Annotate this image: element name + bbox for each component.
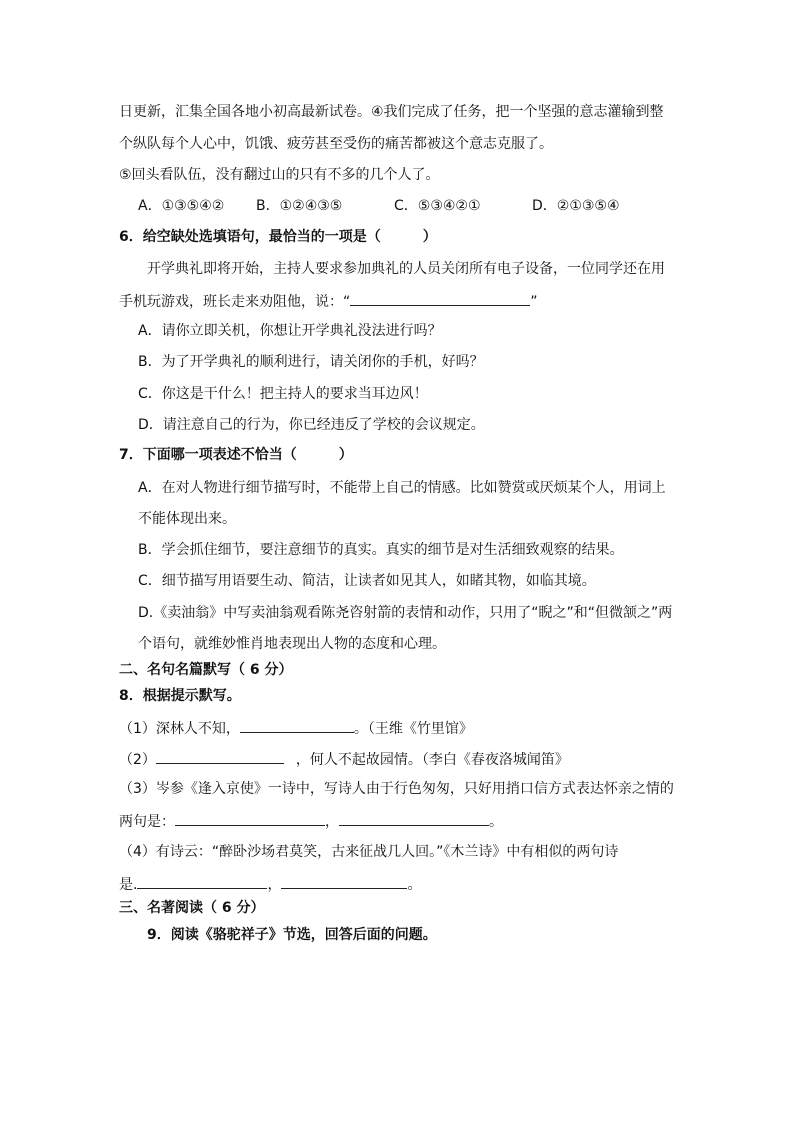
q5-option-b[interactable]: B．①②④③⑤ — [256, 198, 343, 214]
q8-item-1-prompt: （1）深林人不知， — [119, 721, 240, 737]
q8-item-3-line-2 — [119, 810, 503, 832]
q6-option-c[interactable]: C．你这是干什么！把主持人的要求当耳边风！ — [138, 386, 428, 402]
q8-item-1 — [119, 717, 473, 739]
section-3-heading: 三、名著阅读（ 6 分） — [119, 900, 265, 916]
q7-title: 7．下面哪一项表述不恰当（ ） — [119, 447, 353, 463]
q7-option-d-line-2: 个语句，就维妙惟肖地表现出人物的态度和心理。 — [138, 636, 446, 652]
q7-option-c[interactable]: C．细节描写用语要生动、简洁，让读者如见其人，如睹其物，如临其境。 — [138, 573, 596, 589]
q5-option-d[interactable]: D．②①③⑤④ — [532, 198, 620, 214]
paragraph-line-3: ⑤回头看队伍，没有翻过山的只有不多的几个人了。 — [119, 167, 440, 183]
q8-item-4-line-2 — [119, 873, 421, 895]
q8-item-1-blank[interactable] — [240, 717, 354, 733]
q7-option-b[interactable]: B．学会抓住细节，要注意细节的真实。真实的细节是对生活细致观察的结果。 — [138, 542, 624, 558]
q8-item-1-source: 。（王维《竹里馆》 — [353, 721, 473, 737]
q6-answer-blank[interactable] — [350, 290, 530, 306]
q9-title: 9．阅读《骆驼祥子》节选，回答后面的问题。 — [147, 927, 437, 943]
section-2-heading: 二、名句名篇默写（ 6 分） — [119, 662, 293, 678]
q6-passage-pre: 手机玩游戏，班长走来劝阻他，说：“ — [119, 294, 351, 310]
q8-item-4-line-1: （4）有诗云：“醉卧沙场君莫笑，古来征战几人回。”《木兰诗》中有相似的两句诗 — [119, 844, 619, 860]
q5-options — [138, 196, 620, 216]
q8-item-2-blank[interactable] — [156, 748, 284, 764]
q7-option-d-line-1[interactable]: D.《卖油翁》中写卖油翁观看陈尧咨射箭的表情和动作，只用了“睨之”和“但微颔之”两 — [138, 605, 673, 621]
q8-item-3-comma: ， — [325, 814, 339, 830]
q7-option-a-line-1[interactable]: A．在对人物进行细节描写时，不能带上自己的情感。比如赞赏或厌烦某个人，用词上 — [138, 480, 666, 496]
q8-item-4-prompt: 是. — [119, 877, 138, 893]
q6-title: 6．给空缺处选填语句，最恰当的一项是（ ） — [119, 229, 437, 245]
q6-option-d[interactable]: D．请注意自己的行为，你已经违反了学校的会议规定。 — [138, 417, 485, 433]
q6-passage-line-2 — [119, 290, 538, 312]
q8-item-4-period: 。 — [407, 877, 422, 893]
q5-option-c[interactable]: C．⑤③④②① — [394, 198, 481, 214]
q8-item-2-number: （2） — [119, 752, 156, 768]
q8-item-3-period: 。 — [489, 814, 503, 830]
q8-item-2 — [119, 748, 569, 770]
q8-item-4-comma: ， — [267, 877, 282, 893]
q8-item-4-blank-2[interactable] — [281, 873, 407, 889]
q6-passage-line-1: 开学典礼即将开始，主持人要求参加典礼的人员关闭所有电子设备，一位同学还在用 — [147, 261, 665, 277]
q8-item-4-blank-1[interactable] — [137, 873, 267, 889]
q8-item-3-blank-2[interactable] — [339, 810, 489, 826]
q8-item-3-line-1: （3）岑参《逢入京使》一诗中，写诗人由于行色匆匆，只好用捎口信方式表达怀亲之情的 — [119, 781, 674, 797]
q7-option-a-line-2: 不能体现出来。 — [138, 511, 236, 527]
q8-title: 8．根据提示默写。 — [119, 688, 241, 704]
q6-passage-post: ” — [530, 294, 538, 310]
q6-option-a[interactable]: A．请你立即关机，你想让开学典礼没法进行吗？ — [138, 323, 442, 339]
q8-item-3-prompt: 两句是： — [119, 814, 175, 830]
paragraph-line-1: 日更新，汇集全国各地小初高最新试卷。④我们完成了任务，把一个坚强的意志灌输到整 — [119, 104, 664, 120]
paragraph-line-2: 个纵队每个人心中，饥饿、疲劳甚至受伤的痛苦都被这个意志克服了。 — [119, 136, 553, 152]
q5-option-a[interactable]: A．①③⑤④② — [138, 198, 225, 214]
q8-item-3-blank-1[interactable] — [175, 810, 325, 826]
q6-option-b[interactable]: B．为了开学典礼的顺利进行，请关闭你的手机，好吗？ — [138, 354, 484, 370]
q8-item-2-prompt: ，何人不起故园情。（李白《春夜洛城闻笛》 — [295, 752, 569, 768]
